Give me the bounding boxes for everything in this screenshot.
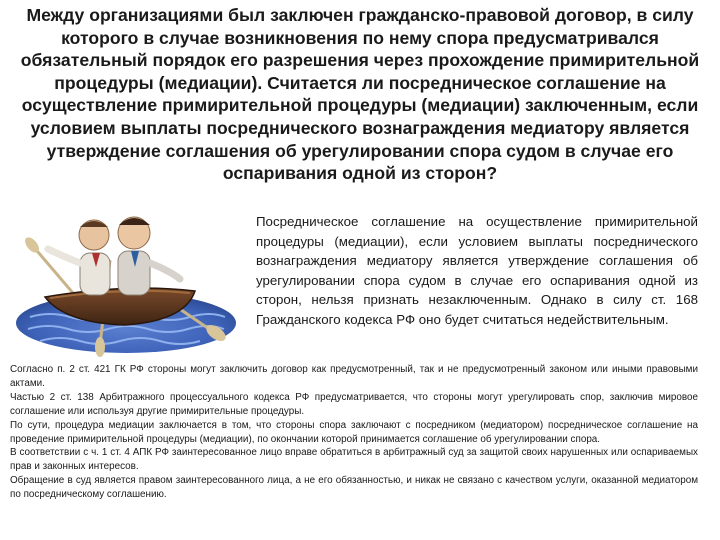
note-paragraph: Согласно п. 2 ст. 421 ГК РФ стороны могут заключить договор как предусмотренный, так и не предусмотренный законом или иными правовыми актами. (10, 364, 698, 389)
note-paragraph: Частью 2 ст. 138 Арбитражного процессуального кодекса РФ предусматривается, что стороны могут урегулировать спор, заключив мировое соглашение или используя другие примирительные процедуры. (10, 391, 698, 417)
legal-notes (10, 363, 698, 502)
rowboat-icon (10, 205, 238, 360)
note-paragraph: Обращение в суд является правом заинтересованного лица, а не его обязанностью, и никак не связано с качеством услуги, оказанной медиатором по посредническому соглашению. (10, 475, 698, 501)
answer-text: Посредническое соглашение на осуществление примирительной процедуры (медиации), если условием выплаты посреднического вознаграждения медиатору является утверждение соглашения об урегулировании спора судом в случае его оспаривания одной из сторон, нельзя признать незаключенным. Однако в силу ст. 168 Гражданского кодекса РФ оно будет считаться недействительным. (256, 214, 698, 327)
note-paragraph: По сути, процедура медиации заключается в том, что стороны спора заключают с посредником (медиатором) посредническое соглашение на проведение примирительной процедуры (медиации), по окончании которой принимается соглашение об урегулировании спора. (10, 419, 698, 445)
note-paragraph: В соответствии с ч. 1 ст. 4 АПК РФ заинтересованное лицо вправе обратиться в арбитражный суд за защитой своих нарушенных или оспариваемых прав и законных интересов. (10, 447, 698, 473)
two-men-in-rowboat-illustration (10, 205, 238, 360)
question-heading: Между организациями был заключен гражданско-правовой договор, в силу которого в случае возникновения по нему спора предусматривался обязательный порядок его разрешения через прохождение примирительной процедуры (медиации). Считается ли посредническое соглашение на осуществление примирительной процедуры (медиации) заключенным, если условием выплаты посреднического вознаграждения медиатору является утверждение соглашения об урегулировании спора судом в случае его оспаривания одной из сторон? (20, 5, 700, 184)
